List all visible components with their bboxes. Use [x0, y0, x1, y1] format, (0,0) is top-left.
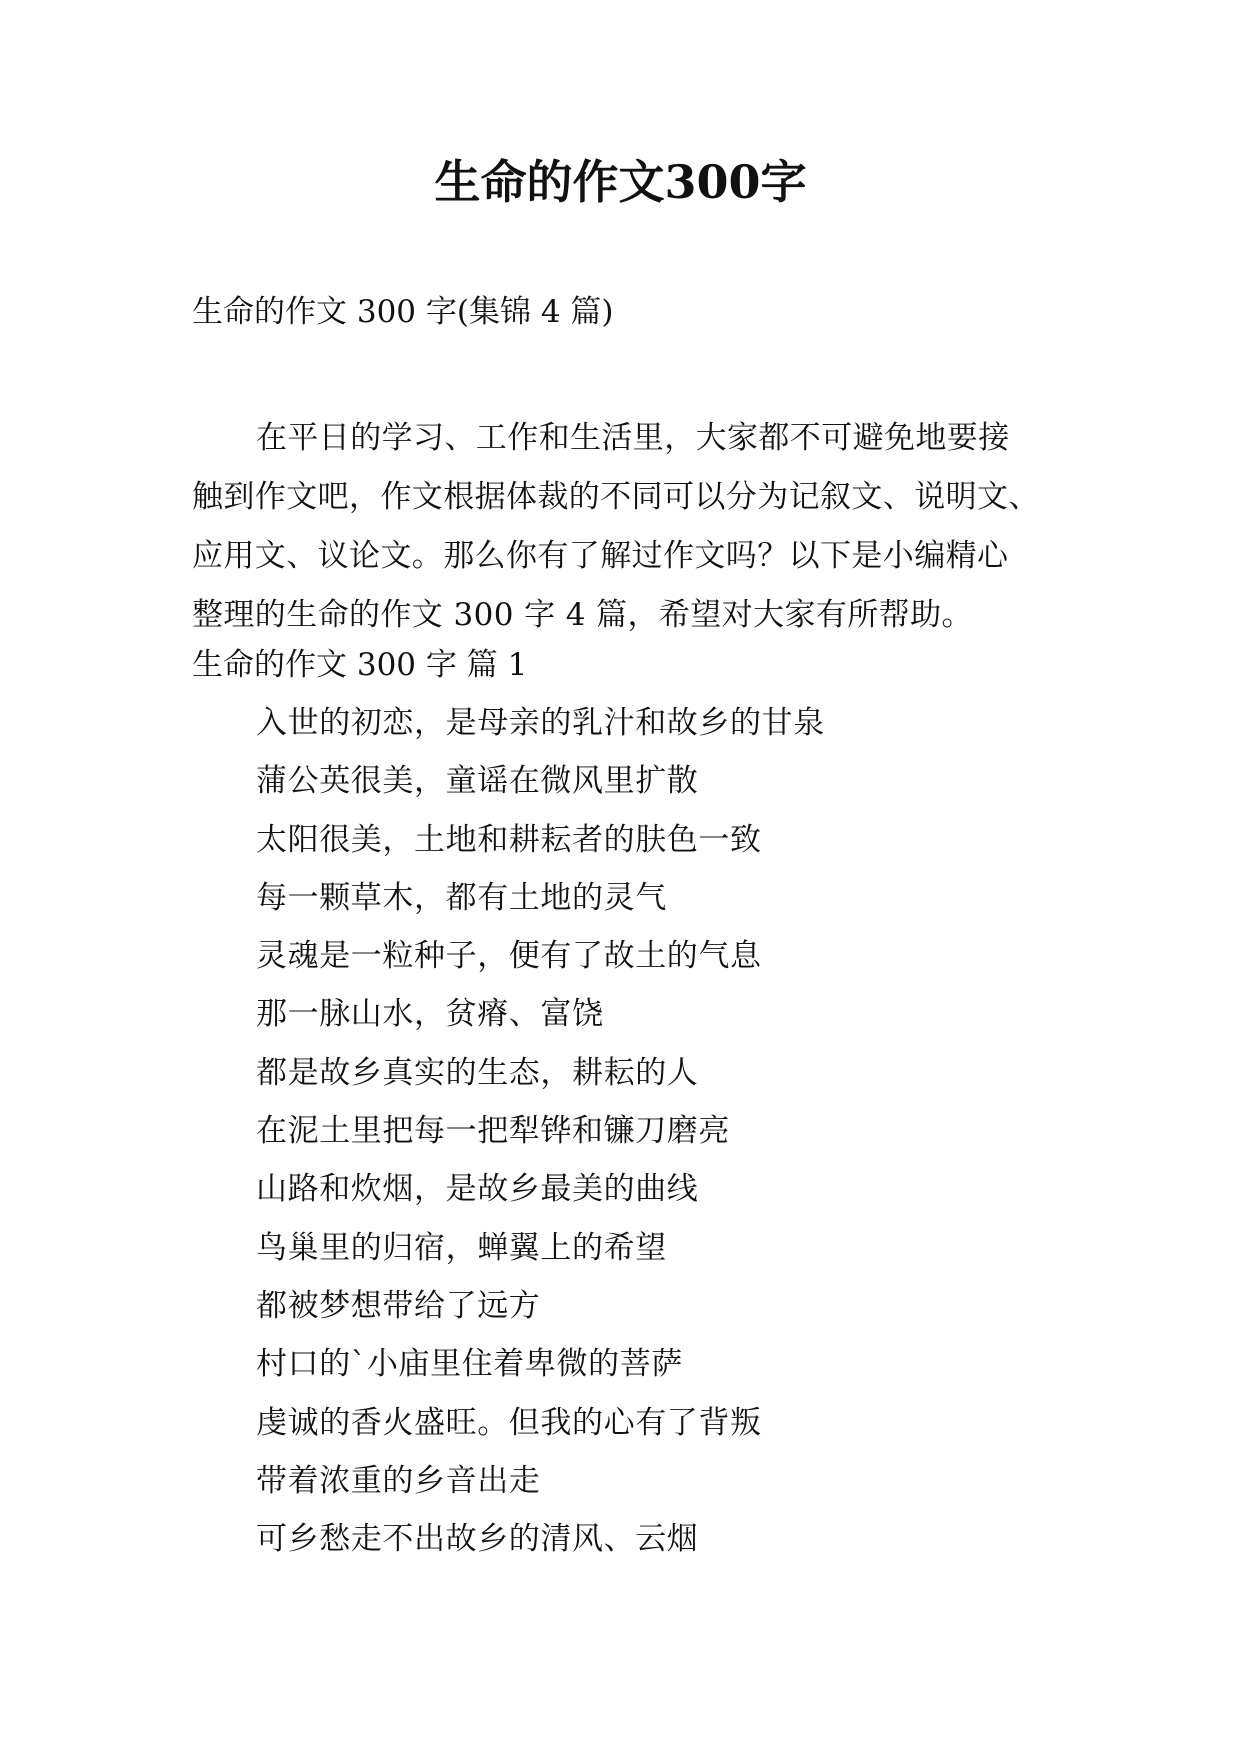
poem	[256, 701, 825, 1575]
poem-line: 都是故乡真实的生态，耕耘的人	[256, 1054, 699, 1091]
intro-line: 触到作文吧，作文根据体裁的不同可以分为记叙文、说明文、	[192, 479, 1040, 515]
poem-line: 山路和炊烟，是故乡最美的曲线	[256, 1171, 699, 1208]
document-title: 生命的作文300字	[434, 155, 807, 209]
poem-line: 可乡愁走不出故乡的清风、云烟	[256, 1521, 699, 1558]
poem-line: 村口的`小庙里住着卑微的菩萨	[256, 1346, 683, 1383]
poem-line: 蒲公英很美，童谣在微风里扩散	[256, 763, 699, 800]
poem-line: 带着浓重的乡音出走	[256, 1462, 541, 1499]
intro-paragraph	[192, 409, 1052, 645]
section-heading: 生命的作文 300 字 篇 1	[192, 647, 528, 683]
poem-line: 那一脉山水，贫瘠、富饶	[256, 996, 604, 1033]
poem-line: 每一颗草木，都有土地的灵气	[256, 879, 667, 916]
document-subtitle: 生命的作文 300 字(集锦 4 篇)	[192, 294, 614, 330]
poem-line: 太阳很美，土地和耕耘者的肤色一致	[256, 821, 762, 858]
poem-line: 鸟巢里的归宿，蝉翼上的希望	[256, 1229, 667, 1266]
intro-line: 在平日的学习、工作和生活里，大家都不可避免地要接	[256, 420, 1010, 456]
intro-line: 整理的生命的作文 300 字 4 篇，希望对大家有所帮助。	[192, 597, 973, 633]
poem-line: 灵魂是一粒种子，便有了故土的气息	[256, 938, 762, 975]
poem-line: 都被梦想带给了远方	[256, 1287, 541, 1324]
intro-line: 应用文、议论文。那么你有了解过作文吗？以下是小编精心	[192, 538, 1009, 574]
poem-line: 在泥土里把每一把犁铧和镰刀磨亮	[256, 1113, 730, 1150]
poem-line: 入世的初恋，是母亲的乳汁和故乡的甘泉	[256, 705, 825, 741]
poem-line: 虔诚的香火盛旺。但我的心有了背叛	[256, 1404, 762, 1441]
